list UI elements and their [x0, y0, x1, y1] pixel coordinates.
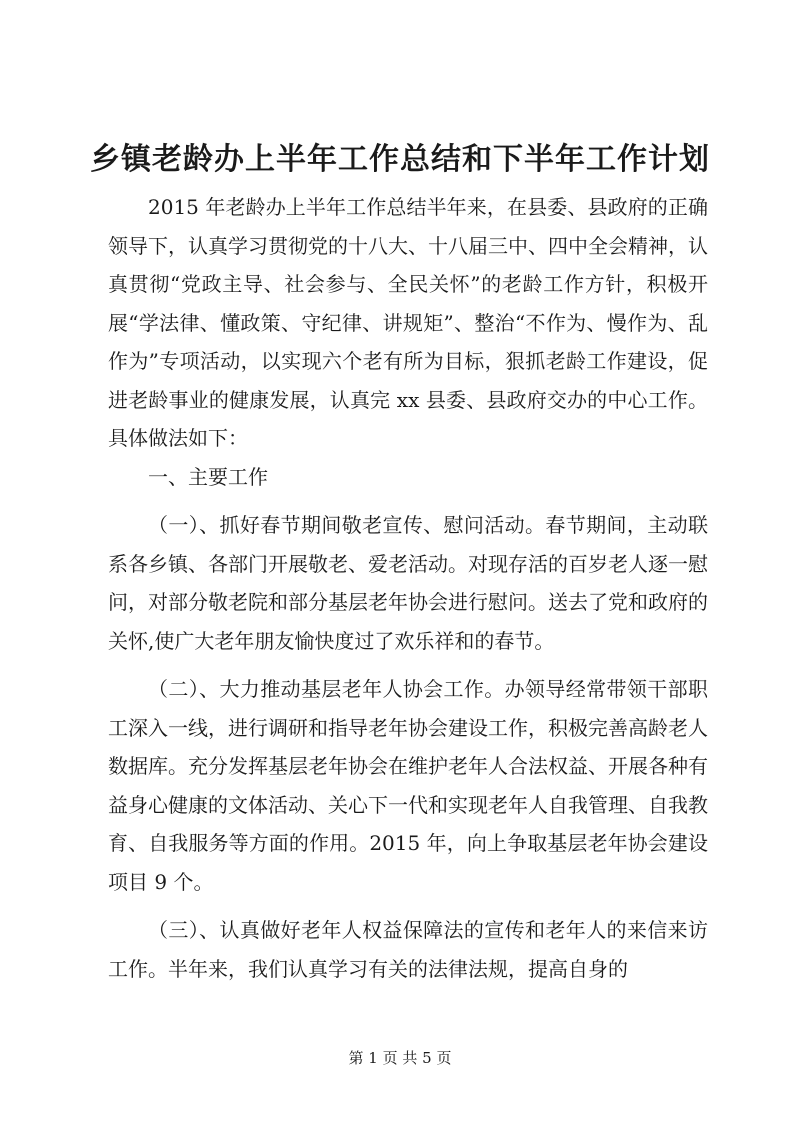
document-title: 乡镇老龄办上半年工作总结和下半年工作计划	[90, 142, 710, 177]
intro-paragraph: 2015 年老龄办上半年工作总结半年来，在县委、县政府的正确领导下，认真学习贯彻党的十八大、十八届三中、四中全会精神，认真贯彻“党政主导、社会参与、全民关怀”的老龄工作方针，积极开展“学法律、懂政策、守纪律、讲规矩”、整治“不作为、慢作为、乱作为”专项活动，以实现六个老有所为目标，狠抓老龄工作建设，促进老龄事业的健康发展，认真完 xx 县委、县政府交办的中心工作。具体做法如下：	[108, 195, 708, 450]
paragraph-item-2: （二）、大力推动基层老年人协会工作。办领导经常带领干部职工深入一线，进行调研和指导老年协会建设工作，积极完善高龄老人数据库。充分发挥基层老年协会在维护老年人合法权益、开展各种有益身心健康的文体活动、关心下一代和实现老年人自我管理、自我教育、自我服务等方面的作用。2015 年，向上争取基层老年协会建设项目 9 个。	[108, 677, 708, 894]
paragraph-item-3: （三）、认真做好老年人权益保障法的宣传和老年人的来信来访工作。半年来，我们认真学习有关的法律法规，提高自身的	[108, 918, 708, 981]
section-heading-main-work: 一、主要工作	[148, 464, 268, 489]
document-body	[108, 188, 708, 988]
page-number-footer: 第 1 页 共 5 页	[348, 1049, 452, 1067]
paragraph-item-1: （一）、抓好春节期间敬老宣传、慰问活动。春节期间，主动联系各乡镇、各部门开展敬老、爱老活动。对现存活的百岁老人逐一慰问，对部分敬老院和部分基层老年协会进行慰问。送去了党和政府的关怀,使广大老年朋友愉快度过了欢乐祥和的春节。	[108, 513, 708, 653]
